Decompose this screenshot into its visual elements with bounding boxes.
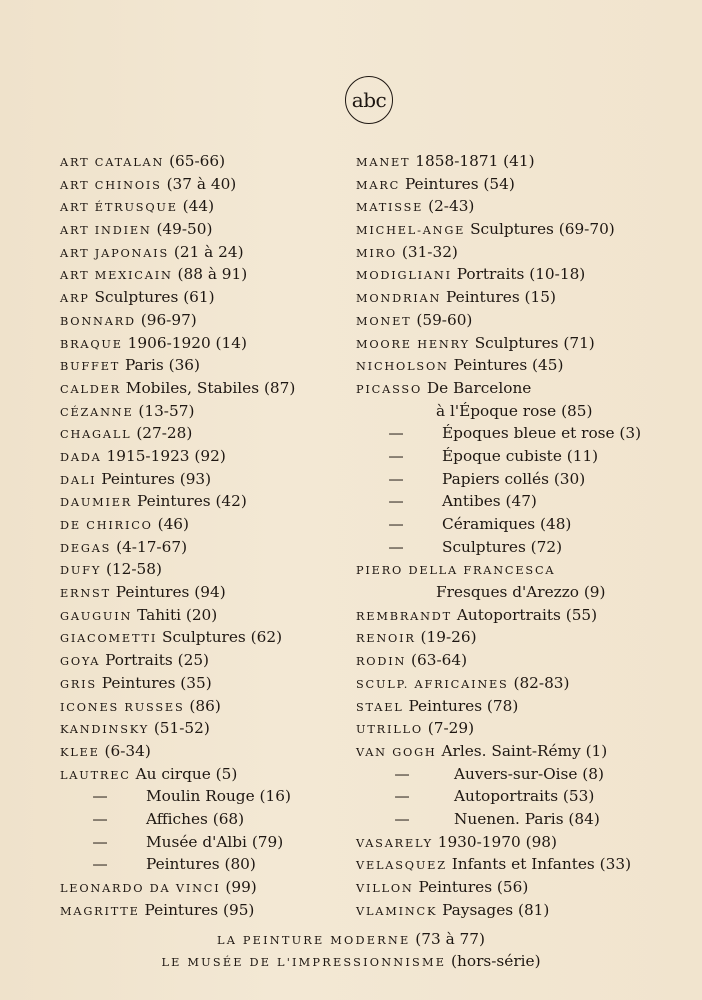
catalog-entry <box>60 740 350 763</box>
catalog-entry <box>356 286 656 309</box>
entry-detail: Peintures (94) <box>110 583 226 602</box>
catalog-entry <box>356 332 656 355</box>
entry-detail: Céramiques (48) <box>442 515 572 533</box>
entry-detail: Peintures (45) <box>448 356 564 375</box>
continuation-dash: — <box>394 787 410 806</box>
entry-detail: (59-60) <box>411 310 473 329</box>
artist-name: REMBRANDT <box>356 609 452 623</box>
entry-detail: Peintures (80) <box>146 855 256 874</box>
catalog-entry <box>60 899 350 922</box>
catalog-entry <box>60 468 350 491</box>
catalog-entry <box>356 536 656 559</box>
entry-detail: Autoportraits (55) <box>451 605 598 624</box>
catalog-entry <box>356 672 656 695</box>
catalog-entry <box>60 354 350 377</box>
catalog-entry <box>356 445 656 468</box>
entry-detail: Autoportraits (53) <box>454 787 595 806</box>
abc-logo: abc <box>345 76 393 124</box>
entry-detail: (51-52) <box>148 719 210 738</box>
catalog-entry <box>356 899 656 922</box>
entry-detail: (27-28) <box>131 424 193 443</box>
footer-line <box>0 951 702 970</box>
entry-detail: Tahiti (20) <box>132 605 218 624</box>
artist-name: VASARELY <box>356 836 433 850</box>
artist-name: UTRILLO <box>356 723 423 737</box>
entry-detail: (65-66) <box>164 152 226 170</box>
entry-detail: (19-26) <box>415 628 477 647</box>
continuation-dash: — <box>394 809 410 828</box>
catalog-entry <box>60 626 350 649</box>
artist-name: ARP <box>60 292 90 306</box>
catalog-entry <box>356 309 656 332</box>
artist-name: MONET <box>356 314 412 328</box>
catalog-entry <box>356 695 656 718</box>
artist-name: SCULP. AFRICAINES <box>356 677 509 691</box>
artist-name: LAUTREC <box>60 768 131 782</box>
entry-detail: (2-43) <box>423 197 475 216</box>
catalog-entry <box>356 581 656 604</box>
artist-name: KLEE <box>60 745 100 759</box>
entry-detail: De Barcelone <box>422 378 532 397</box>
entry-detail: Peintures (54) <box>400 174 515 193</box>
catalog-entry <box>356 717 656 740</box>
entry-detail: (63-64) <box>406 651 468 670</box>
catalog-entry <box>60 150 350 173</box>
artist-name: ART MEXICAIN <box>60 269 173 283</box>
catalog-entry <box>60 581 350 604</box>
entry-detail: (44) <box>177 197 215 216</box>
artist-name: GOYA <box>60 655 101 669</box>
entry-detail: (88 à 91) <box>172 265 248 284</box>
continuation-dash: — <box>388 469 404 488</box>
artist-name: VLAMINCK <box>356 904 438 918</box>
entry-detail: Portraits (10-18) <box>451 265 586 284</box>
entry-detail: Peintures (15) <box>441 288 556 307</box>
catalog-entry <box>60 763 350 786</box>
artist-name: MODIGLIANI <box>356 269 452 283</box>
catalog-entry <box>60 717 350 740</box>
entry-detail: Portraits (25) <box>100 651 210 670</box>
catalog-entry <box>356 354 656 377</box>
artist-name: ART ÉTRUSQUE <box>60 201 178 215</box>
entry-detail: à l'Époque rose (85) <box>436 401 593 420</box>
entry-detail: (6-34) <box>99 741 151 760</box>
artist-name: DAUMIER <box>60 496 133 510</box>
catalog-entry <box>356 853 656 876</box>
catalog-entry <box>60 377 350 400</box>
artist-name: ART CATALAN <box>60 156 165 169</box>
artist-name: CALDER <box>60 382 121 396</box>
continuation-dash: — <box>388 537 404 556</box>
continuation-dash: — <box>394 764 410 783</box>
catalog-entry <box>356 173 656 196</box>
catalog-entry <box>60 649 350 672</box>
artist-name: MICHEL-ANGE <box>356 224 466 238</box>
entry-detail: 1906-1920 (14) <box>122 333 247 352</box>
catalog-entry <box>356 876 656 899</box>
artist-name: MARC <box>356 178 401 192</box>
entry-detail: (12-58) <box>101 560 162 579</box>
entry-detail: Infants et Infantes (33) <box>446 855 632 874</box>
catalog-entry <box>60 853 350 876</box>
artist-name: DALI <box>60 473 97 487</box>
entry-detail: Paysages (81) <box>437 900 550 919</box>
entry-detail: Paris (36) <box>120 356 200 375</box>
catalog-entry <box>60 173 350 196</box>
entry-detail: (21 à 24) <box>169 242 244 261</box>
catalog-entry <box>60 695 350 718</box>
artist-name: GRIS <box>60 677 97 691</box>
entry-detail: Peintures (42) <box>132 492 247 511</box>
entry-detail: Papiers collés (30) <box>442 469 586 488</box>
entry-detail: Peintures (78) <box>403 696 519 715</box>
entry-detail: Peintures (35) <box>96 673 212 692</box>
artist-name: KANDINSKY <box>60 723 149 737</box>
catalog-entry <box>356 649 656 672</box>
entry-detail: Fresques d'Arezzo (9) <box>436 583 606 602</box>
entry-detail: 1915-1923 (92) <box>101 446 226 465</box>
artist-name: RODIN <box>356 655 407 669</box>
entry-detail: (7-29) <box>422 719 475 738</box>
catalog-entry <box>60 558 350 581</box>
catalog-entry <box>356 400 656 423</box>
catalog-entry <box>356 808 656 831</box>
artist-name: PICASSO <box>356 382 423 396</box>
catalog-entry <box>356 241 656 264</box>
entry-detail: 1930-1970 (98) <box>432 832 557 851</box>
artist-name: CHAGALL <box>60 428 132 442</box>
artist-name: GIACOMETTI <box>60 632 158 646</box>
artist-name: BUFFET <box>60 360 121 374</box>
entry-detail: Affiches (68) <box>146 809 245 828</box>
artist-name: GAUGUIN <box>60 609 133 623</box>
entry-detail: Antibes (47) <box>442 492 537 511</box>
artist-name: DADA <box>60 450 102 464</box>
catalog-entry <box>356 377 656 400</box>
footer-series-rest: (73 à 77) <box>410 930 485 948</box>
entry-detail: Sculptures (69-70) <box>465 220 615 239</box>
left-column <box>60 150 350 921</box>
entry-detail: Mobiles, Stabiles (87) <box>120 378 296 397</box>
entry-detail: Sculptures (71) <box>469 333 595 352</box>
entry-detail: (31-32) <box>397 242 458 261</box>
catalog-entry <box>60 263 350 286</box>
catalog-entry <box>60 445 350 468</box>
continuation-dash: — <box>388 424 404 443</box>
artist-name: MIRO <box>356 246 397 260</box>
entry-detail: Sculptures (72) <box>442 537 563 556</box>
entry-detail: (49-50) <box>151 220 213 239</box>
artist-name: BRAQUE <box>60 337 123 351</box>
entry-detail: Époque cubiste (11) <box>442 446 599 465</box>
artist-name: ART INDIEN <box>60 224 152 238</box>
entry-detail: Époques bleue et rose (3) <box>442 424 642 443</box>
catalog-entry <box>356 740 656 763</box>
catalog-entry <box>60 422 350 445</box>
entry-detail: Sculptures (62) <box>157 628 283 647</box>
catalog-entry <box>356 785 656 808</box>
entry-detail: (86) <box>184 696 221 715</box>
catalog-entry <box>356 604 656 627</box>
entry-detail: (37 à 40) <box>161 174 237 193</box>
catalog-entry <box>60 831 350 854</box>
catalog-entry <box>60 195 350 218</box>
catalog-entry <box>60 876 350 899</box>
artist-name: BONNARD <box>60 314 136 328</box>
artist-name: NICHOLSON <box>356 360 449 374</box>
entry-detail: Musée d'Albi (79) <box>146 832 284 851</box>
artist-name: RENOIR <box>356 632 416 646</box>
catalog-entry <box>356 263 656 286</box>
entry-detail: (46) <box>152 515 189 533</box>
catalog-entry <box>356 490 656 513</box>
entry-detail: Arles. Saint-Rémy (1) <box>436 741 608 760</box>
artist-name: VILLON <box>356 882 414 895</box>
artist-name: STAEL <box>356 700 404 714</box>
catalog-entry <box>60 536 350 559</box>
catalog-entry <box>60 286 350 309</box>
catalog-entry <box>60 218 350 241</box>
artist-name: DEGAS <box>60 541 112 555</box>
catalog-entry <box>60 808 350 831</box>
catalog-entry <box>356 468 656 491</box>
entry-detail: Moulin Rouge (16) <box>146 787 291 806</box>
artist-name: ICONES RUSSES <box>60 700 185 714</box>
artist-name: VAN GOGH <box>356 745 437 759</box>
continuation-dash: — <box>388 515 404 533</box>
artist-name: MONDRIAN <box>356 292 442 306</box>
artist-name: DUFY <box>60 564 102 578</box>
continuation-dash: — <box>388 492 404 511</box>
entry-detail: Nuenen. Paris (84) <box>454 809 600 828</box>
artist-name: ART JAPONAIS <box>60 246 169 260</box>
footer-series-name: LA PEINTURE MODERNE <box>217 934 411 947</box>
entry-detail: Peintures (95) <box>139 900 255 919</box>
artist-name: DE CHIRICO <box>60 519 153 532</box>
continuation-dash: — <box>92 809 108 828</box>
catalog-entry <box>356 218 656 241</box>
catalog-entry <box>356 195 656 218</box>
entry-detail: Peintures (56) <box>413 878 529 896</box>
artist-name: MATISSE <box>356 201 424 215</box>
right-column <box>356 150 656 921</box>
artist-name: LEONARDO DA VINCI <box>60 882 221 895</box>
artist-name: CÉZANNE <box>60 405 134 419</box>
entry-detail: 1858-1871 (41) <box>410 152 535 170</box>
catalog-entry <box>60 672 350 695</box>
catalog-entry <box>356 150 656 173</box>
entry-detail: Auvers-sur-Oise (8) <box>454 764 604 783</box>
catalog-entry <box>356 626 656 649</box>
entry-detail: (96-97) <box>135 310 197 329</box>
footer-series-rest: (hors-série) <box>446 952 541 970</box>
entry-detail: (99) <box>220 878 257 896</box>
footer-series-name: LE MUSÉE DE L'IMPRESSIONNISME <box>161 956 447 969</box>
catalog-entry <box>356 763 656 786</box>
continuation-dash: — <box>92 787 108 806</box>
artist-name: VELASQUEZ <box>356 859 447 873</box>
continuation-dash: — <box>92 832 108 851</box>
artist-name: ERNST <box>60 587 111 601</box>
entry-detail: (82-83) <box>508 673 570 692</box>
catalog-entry <box>356 513 656 536</box>
catalog-entry <box>356 831 656 854</box>
catalog-entry <box>356 558 656 581</box>
continuation-dash: — <box>388 446 404 465</box>
artist-name: MANET <box>356 156 411 169</box>
catalog-entry <box>60 400 350 423</box>
entry-detail: (4-17-67) <box>111 537 188 556</box>
continuation-dash: — <box>92 855 108 874</box>
catalog-entry <box>356 422 656 445</box>
catalog-entry <box>60 332 350 355</box>
artist-name: MOORE HENRY <box>356 337 470 351</box>
footer-line <box>0 929 702 948</box>
entry-detail: Peintures (93) <box>96 469 212 488</box>
entry-detail: (13-57) <box>133 401 195 420</box>
entry-detail: Au cirque (5) <box>130 764 238 783</box>
catalog-entry <box>60 785 350 808</box>
catalog-entry <box>60 490 350 513</box>
catalog-entry <box>60 513 350 536</box>
entry-detail: Sculptures (61) <box>89 288 215 307</box>
artist-name: PIERO DELLA FRANCESCA <box>356 564 556 578</box>
artist-name: MAGRITTE <box>60 904 140 918</box>
catalog-entry <box>60 309 350 332</box>
catalog-entry <box>60 241 350 264</box>
catalog-entry <box>60 604 350 627</box>
artist-name: ART CHINOIS <box>60 178 162 192</box>
